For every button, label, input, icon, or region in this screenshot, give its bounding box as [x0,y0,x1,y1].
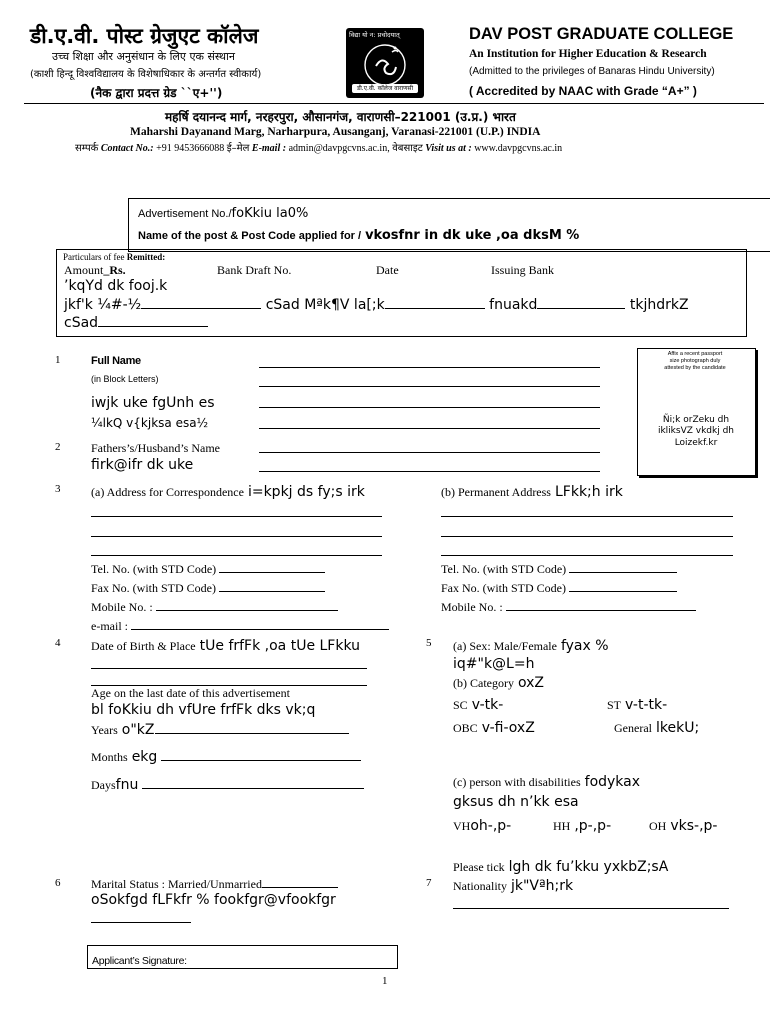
sex-row [453,637,609,655]
st-hi-label: v-t-tk- [625,697,668,713]
photo-instruction: Affix a recent passport size photograph duly attested by the candidate [664,351,726,372]
hh-hi-label: ,p-,p- [574,818,612,834]
college-name-english: DAV POST GRADUATE COLLEGE [469,25,734,43]
college-logo [346,28,424,98]
post-value: vkosfnr in dk uke ,oa dksM % [365,228,580,243]
fee-amount-rs: _Rs. [103,263,126,277]
fee-line3 [64,315,208,331]
web-label: Visit us at : [425,143,472,154]
oh-label: OH [649,819,667,833]
age-label: Age on the last date of this advertisement [91,686,290,700]
contact-label: Contact No.: [100,143,154,154]
corr-tel-label: Tel. No. (with STD Code) [91,562,217,576]
full-name-line-1[interactable] [259,367,600,368]
sex-hi-label-2[interactable]: iq#"k@L=h [453,656,535,672]
perm-tel-label: Tel. No. (with STD Code) [441,562,567,576]
vh-option[interactable] [453,817,511,835]
field-num-6: 6 [55,877,61,889]
dob-label: Date of Birth & Place [91,639,196,653]
years-field[interactable] [155,733,349,734]
tagline-hindi: उच्च शिक्षा और अनुसंधान के लिए एक संस्थान [52,50,235,63]
web-prefix: वेबसाइट [392,143,423,154]
corr-fax-field[interactable] [219,591,325,592]
photo-box[interactable] [637,348,756,476]
fee-line3-hi: cSad [64,315,99,331]
addr-perm-row [441,483,623,501]
field-num-7: 7 [426,877,432,889]
general-label: General [614,721,652,735]
marital-label: Marital Status : Married/Unmarried [91,877,262,891]
fee-bank-hi: tkjhdrkZ [629,297,689,313]
corr-fax-label: Fax No. (with STD Code) [91,581,216,595]
hh-option[interactable] [553,817,611,835]
block-hi-label: ¼lkQ v{kjksa esa½ [91,416,209,430]
obc-hi-label: v-fi-oxZ [481,720,535,736]
perm-fax-label: Fax No. (with STD Code) [441,581,566,595]
adv-value: foKkiu la0% [231,206,309,221]
affiliation-english: (Admitted to the privileges of Banaras Hindu University) [469,66,715,77]
adv-label: Advertisement No./ [138,208,232,220]
full-name-label: Full Name [91,355,141,367]
addr-corr-row [91,483,365,501]
oh-option[interactable] [649,817,717,835]
category-label: (b) Category [453,676,514,690]
perm-mobile-row [441,600,696,615]
months-hi-label: ekg [131,749,158,765]
tagline-english: An Institution for Higher Education & Research [469,48,707,60]
addr-corr-hi-label: i=kpkj ds fy;s irk [247,484,365,500]
email-prefix: ई–मेल [226,143,250,154]
days-field[interactable] [142,788,364,789]
marital-hi-line[interactable] [91,922,191,923]
field-num-4: 4 [55,637,61,649]
fee-title-normal: Particulars of fee [63,252,127,262]
months-field[interactable] [161,760,361,761]
perm-mobile-field[interactable] [506,610,696,611]
corr-email-row [91,619,389,634]
adv-row [138,204,308,222]
months-label: Months [91,750,128,764]
addr-perm-hi-label: LFkk;h irk [554,484,623,500]
signature-label: Applicant’s Signature: [92,955,187,967]
category-row [453,674,544,692]
fee-title [63,252,165,262]
years-label: Years [91,723,118,737]
addr-perm-line-2[interactable] [441,536,733,537]
perm-fax-row [441,581,677,596]
marital-field[interactable] [262,887,338,888]
nationality-label: Nationality [453,879,507,893]
field-num-3: 3 [55,483,61,495]
tick-hi-label: lgh dk fu’kku yxkbZ;sA [508,859,669,875]
father-name-label: Fathers’s/Husband’s Name [91,441,220,455]
fee-amount-prefix: Amount [64,263,104,277]
contact-prefix: सम्पर्क [75,143,99,154]
fee-line2 [64,297,689,313]
fee-col-bank: Issuing Bank [491,263,554,277]
contact-line [75,140,562,154]
fee-date-hi: fnuakd [489,297,538,313]
corr-tel-field[interactable] [219,572,325,573]
dob-line-1[interactable] [91,668,367,669]
nationality-hi-label: jk"Vªh;rk [511,878,574,894]
corr-fax-row [91,581,325,596]
general-option[interactable] [614,719,699,737]
addr-corr-label: (a) Address for Correspondence [91,485,244,499]
years-hi-label: o"kZ [121,722,155,738]
pwd-row [453,773,640,791]
father-name-line-1[interactable] [259,452,600,453]
field-num-1: 1 [55,354,61,366]
fee-amount-blank[interactable] [141,308,261,309]
sex-hi-label: fyax % [560,638,609,654]
nationality-line[interactable] [453,908,729,909]
photo-instruction-hi: Ñi;k orZeku dh ikliksVZ vkdkj dh Loizekf.kr [657,415,735,448]
address-english: Maharshi Dayanand Marg, Narharpura, Ausanganj, Varanasi-221001 (U.P.) INDIA [130,126,541,138]
pwd-label: (c) person with disabilities [453,775,581,789]
fee-col-amount [64,263,126,278]
father-name-line-2[interactable] [259,471,600,472]
category-hi-label: oxZ [517,675,544,691]
affiliation-hindi: (काशी हिन्दू विश्वविद्यालय के विशेषाधिकार के अन्तर्गत स्वीकार्य) [30,69,262,80]
days-label: Days [91,778,116,792]
corr-mobile-field[interactable] [156,610,338,611]
tick-label: Please tick [453,860,505,874]
dob-row [91,637,360,655]
fee-amount-hi: jkf'k ¼#-½ [64,297,142,313]
college-name-hindi: डी.ए.वी. पोस्ट ग्रेजुएट कॉलेज [30,24,259,48]
father-name-hi-label: firk@ifr dk uke [91,457,194,473]
header-divider [24,103,764,104]
perm-tel-row [441,562,677,577]
dob-hi-label: tUe frfFk ,oa tUe LFkku [199,638,361,654]
corr-email-label: e-mail : [91,619,128,633]
days-hi-label: fnu [115,777,139,793]
web-value: www.davpgcvns.ac.in [474,143,563,154]
fee-title-bold: Remitted: [126,252,166,262]
naac-english: ( Accredited by NAAC with Grade “A+” ) [469,84,697,98]
perm-mobile-label: Mobile No. : [441,600,503,614]
perm-tel-field[interactable] [569,572,677,573]
pwd-hi-label: fodykax [584,774,641,790]
corr-email-field[interactable] [131,629,389,630]
addr-corr-line-1[interactable] [91,516,382,517]
vh-hi-label: oh-,p- [470,818,512,834]
fee-col-date: Date [376,263,399,277]
hh-label: HH [553,819,571,833]
full-name-line-2[interactable] [259,386,600,387]
perm-fax-field[interactable] [569,591,677,592]
fee-draft-blank[interactable] [385,308,485,309]
fee-col-draft: Bank Draft No. [217,263,292,277]
vh-label: VH [453,819,471,833]
addr-corr-line-2[interactable] [91,536,382,537]
days-row [91,776,364,794]
addr-perm-line-3[interactable] [441,555,733,556]
signature-box[interactable] [87,945,398,969]
obc-option[interactable] [453,719,535,737]
marital-hi-label: oSokfgd fLFkfr % fookfgr@vfookfgr [91,892,336,908]
st-option[interactable] [607,696,667,714]
fee-line1: ’kqYd dk fooj.k [64,278,168,294]
fee-bank-blank[interactable] [98,326,208,327]
sc-option[interactable] [453,696,503,714]
post-label: Name of the post & Post Code applied for / [138,230,362,242]
page-number: 1 [382,975,388,987]
field-num-2: 2 [55,441,61,453]
email-value: admin@davpgcvns.ac.in, [288,143,390,154]
post-row[interactable] [138,226,579,244]
full-name-hi-line-1[interactable] [259,407,600,408]
sex-label: (a) Sex: Male/Female [453,639,557,653]
logo-bottom-text: डी.ए.वी. कॉलेज वाराणसी [357,85,414,92]
addr-perm-line-1[interactable] [441,516,733,517]
corr-mobile-label: Mobile No. : [91,600,153,614]
tick-row [453,858,668,876]
marital-row [91,877,338,892]
addr-corr-line-3[interactable] [91,555,382,556]
st-label: ST [607,698,622,712]
obc-label: OBC [453,721,478,735]
full-name-hi-line-2[interactable] [259,428,600,429]
oh-hi-label: vks-,p- [670,818,718,834]
email-label: E-mail : [251,143,287,154]
months-row [91,748,361,766]
age-hi-label: bl foKkiu dh vfUre frfFk dks vk;q [91,702,316,718]
addr-perm-label: (b) Permanent Address [441,485,551,499]
pwd-hi-label-2: gksus dh n’kk esa [453,794,579,810]
corr-tel-row [91,562,325,577]
field-num-5: 5 [426,637,432,649]
sc-hi-label: v-tk- [471,697,504,713]
sc-label: SC [453,698,468,712]
block-letters-label: (in Block Letters) [91,374,159,384]
years-row [91,721,349,739]
contact-value: +91 9453666088 [156,143,225,154]
fee-draft-hi: cSad Mªk¶V la[;k [265,297,385,313]
corr-mobile-row [91,600,338,615]
nationality-row [453,877,573,895]
logo-top-text: विद्या यो न: प्रचोदयात् [349,31,400,39]
address-hindi: महर्षि दयानन्द मार्ग, नरहरपुरा, औसानगंज, वाराणसी–221001 (उ.प्र.) भारत [165,110,516,124]
full-name-hi-label: iwjk uke fgUnh es [91,395,215,411]
general-hi-label: lkekU; [655,720,700,736]
logo-banner [352,84,418,93]
fee-date-blank[interactable] [537,308,625,309]
naac-hindi: (नैक द्वारा प्रदत्त ग्रेड ``ए+'') [90,86,223,100]
